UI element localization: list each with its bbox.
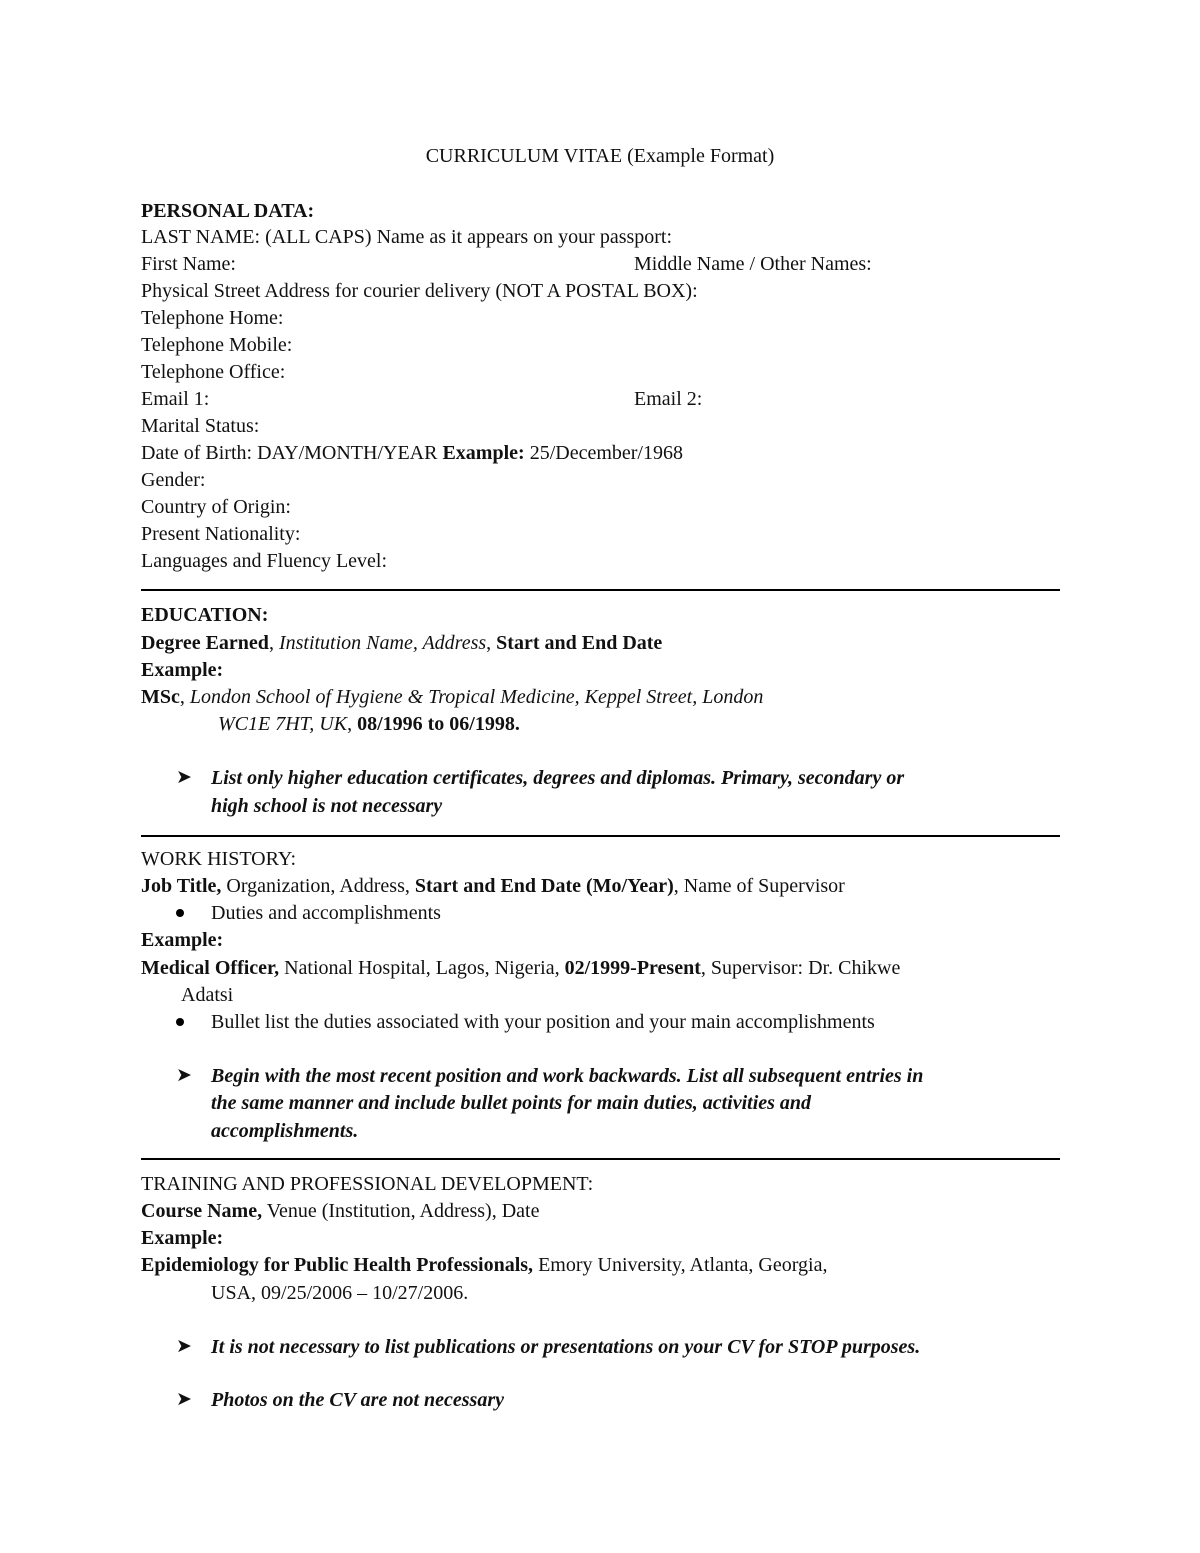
education-note-line-2: high school is not necessary	[211, 795, 443, 817]
education-example-label: Example:	[141, 659, 224, 681]
course-name-label: Course Name,	[141, 1200, 263, 1222]
training-example-label: Example:	[141, 1227, 224, 1249]
personal-heading: PERSONAL DATA:	[141, 200, 315, 222]
example-venue: Emory University, Atlanta, Georgia,	[533, 1254, 828, 1276]
work-note-line-2: the same manner and include bullet points for main duties, activities and	[211, 1092, 812, 1114]
document-title	[0, 143, 1200, 169]
telephone-home-field: Telephone Home:	[141, 307, 284, 329]
job-title-label: Job Title,	[141, 875, 222, 897]
telephone-office-field: Telephone Office:	[141, 361, 286, 383]
work-heading: WORK HISTORY:	[141, 848, 297, 870]
education-example-line-2	[218, 711, 520, 737]
gender-field: Gender:	[141, 469, 206, 491]
arrowhead-bullet-icon: ➤	[176, 1065, 192, 1086]
bullet-dot-icon	[176, 1018, 184, 1026]
arrowhead-bullet-icon: ➤	[176, 1336, 192, 1357]
work-example-line-1	[141, 955, 900, 981]
middle-name-field: Middle Name / Other Names:	[634, 253, 872, 275]
work-note-line-3: accomplishments.	[211, 1120, 359, 1142]
example-work-dates: 02/1999-Present	[564, 957, 701, 979]
dob-example-value: 25/December/1968	[524, 442, 683, 464]
photos-note: Photos on the CV are not necessary	[211, 1389, 504, 1411]
email1-field: Email 1:	[141, 388, 210, 410]
training-example-line-2: USA, 09/25/2006 – 10/27/2006.	[211, 1282, 469, 1304]
work-dates-label: Start and End Date (Mo/Year)	[414, 875, 674, 897]
work-format-line	[141, 873, 845, 899]
arrowhead-bullet-icon: ➤	[176, 1389, 192, 1410]
supervisor-label: , Name of Supervisor	[673, 875, 845, 897]
section-divider	[141, 589, 1060, 591]
document-title-text: CURRICULUM VITAE (Example Format)	[425, 145, 775, 167]
education-note-line-1: List only higher education certificates, degrees and diplomas. Primary, secondary or	[211, 767, 905, 789]
training-format-line	[141, 1198, 539, 1224]
work-format-bullet: Duties and accomplishments	[211, 902, 441, 924]
degree-label: Degree Earned	[141, 632, 269, 654]
work-example-bullet: Bullet list the duties associated with your position and your main accomplishments	[211, 1011, 875, 1033]
address-field: Physical Street Address for courier delivery (NOT A POSTAL BOX):	[141, 280, 698, 302]
dob-label: Date of Birth: DAY/MONTH/YEAR	[141, 442, 443, 464]
bullet-dot-icon	[176, 909, 184, 917]
education-example-line-1	[141, 684, 763, 710]
venue-label: Venue (Institution, Address), Date	[262, 1200, 540, 1222]
work-note-line-1: Begin with the most recent position and work backwards. List all subsequent entries in	[211, 1065, 924, 1087]
section-divider	[141, 835, 1060, 837]
training-example-line-1	[141, 1252, 827, 1278]
example-degree: MSc	[141, 686, 180, 708]
separator: ,	[347, 713, 358, 735]
separator: ,	[179, 686, 190, 708]
dates-label: Start and End Date	[496, 632, 663, 654]
separator: ,	[486, 632, 497, 654]
publications-note: It is not necessary to list publications or presentations on your CV for STOP purposes.	[211, 1336, 921, 1358]
example-organization: National Hospital, Lagos, Nigeria,	[279, 957, 565, 979]
last-name-field: LAST NAME: (ALL CAPS) Name as it appears on your passport:	[141, 226, 673, 248]
education-format-line	[141, 630, 662, 656]
work-example-label: Example:	[141, 929, 224, 951]
telephone-mobile-field: Telephone Mobile:	[141, 334, 293, 356]
dob-example-label: Example:	[442, 442, 525, 464]
country-of-origin-field: Country of Origin:	[141, 496, 291, 518]
example-postcode: WC1E 7HT, UK	[218, 713, 348, 735]
arrowhead-bullet-icon: ➤	[176, 767, 192, 788]
date-of-birth-field	[141, 440, 683, 466]
example-job-title: Medical Officer,	[141, 957, 280, 979]
institution-label: Institution Name, Address	[278, 632, 487, 654]
marital-status-field: Marital Status:	[141, 415, 260, 437]
example-institution: London School of Hygiene & Tropical Medicine, Keppel Street, London	[189, 686, 764, 708]
email2-field: Email 2:	[634, 388, 703, 410]
nationality-field: Present Nationality:	[141, 523, 301, 545]
org-label: Organization, Address,	[221, 875, 415, 897]
example-supervisor: , Supervisor: Dr. Chikwe	[700, 957, 901, 979]
work-example-line-2: Adatsi	[181, 984, 234, 1006]
example-dates: 08/1996 to 06/1998.	[357, 713, 520, 735]
separator: ,	[268, 632, 279, 654]
training-heading: TRAINING AND PROFESSIONAL DEVELOPMENT:	[141, 1173, 594, 1195]
section-divider	[141, 1158, 1060, 1160]
education-heading: EDUCATION:	[141, 604, 269, 626]
languages-field: Languages and Fluency Level:	[141, 550, 388, 572]
example-course: Epidemiology for Public Health Professionals,	[141, 1254, 534, 1276]
first-name-field: First Name:	[141, 253, 236, 275]
